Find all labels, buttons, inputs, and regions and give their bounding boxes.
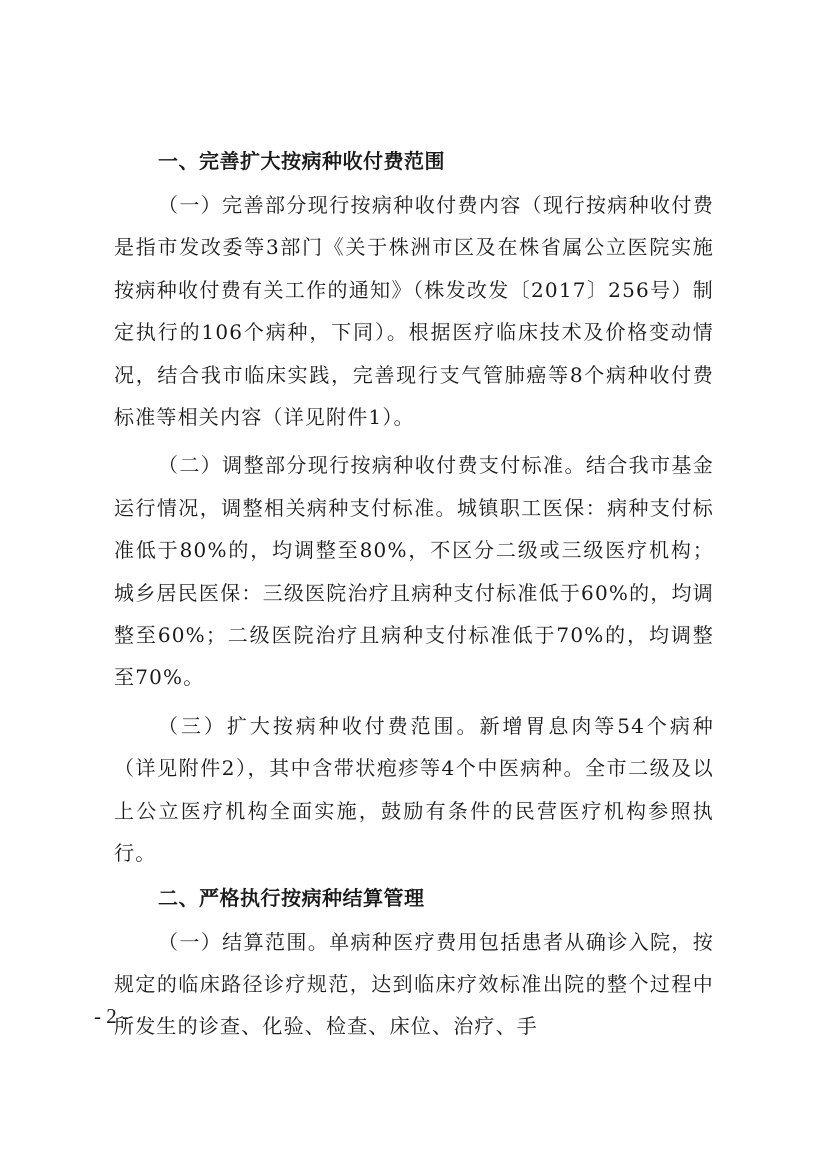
- paragraph-1-2: （二）调整部分现行按病种收付费支付标准。结合我市基金运行情况，调整相关病种支付标准。城镇职工医保：病种支付标准低于80%的，均调整至80%，不区分二级或三级医疗机构；城乡居民医保：三级医院治疗且病种支付标准低于60%的，均调整至60%；二级医院治疗且病种支付标准低于70%的，均调整至70%。: [114, 453, 714, 690]
- paragraph-2-1: （一）结算范围。单病种医疗费用包括患者从确诊入院，按规定的临床路径诊疗规范，达到临床疗效标准出院的整个过程中所发生的诊查、化验、检查、床位、治疗、手: [114, 929, 714, 1039]
- page-number: - 2 -: [94, 1004, 129, 1028]
- paragraph-1-1: （一）完善部分现行按病种收付费内容（现行按病种收付费是指市发改委等3部门《关于株洲市区及在株省属公立医院实施按病种收付费有关工作的通知》（株发改发〔2017〕256号）制定执行的106个病种，下同）。根据医疗临床技术及价格变动情况，结合我市临床实践，完善现行支气管肺癌等8个病种收付费标准等相关内容（详见附件1）。: [114, 193, 714, 430]
- document-body: [114, 140, 714, 1048]
- section-heading-2: 二、严格执行按病种结算管理: [158, 885, 425, 910]
- section-heading-1: 一、完善扩大按病种收付费范围: [158, 149, 445, 173]
- paragraph-1-3: （三）扩大按病种收付费范围。新增胃息肉等54个病种（详见附件2），其中含带状疱疹等4个中医病种。全市二级及以上公立医疗机构全面实施，鼓励有条件的民营医疗机构参照执行。: [114, 713, 714, 866]
